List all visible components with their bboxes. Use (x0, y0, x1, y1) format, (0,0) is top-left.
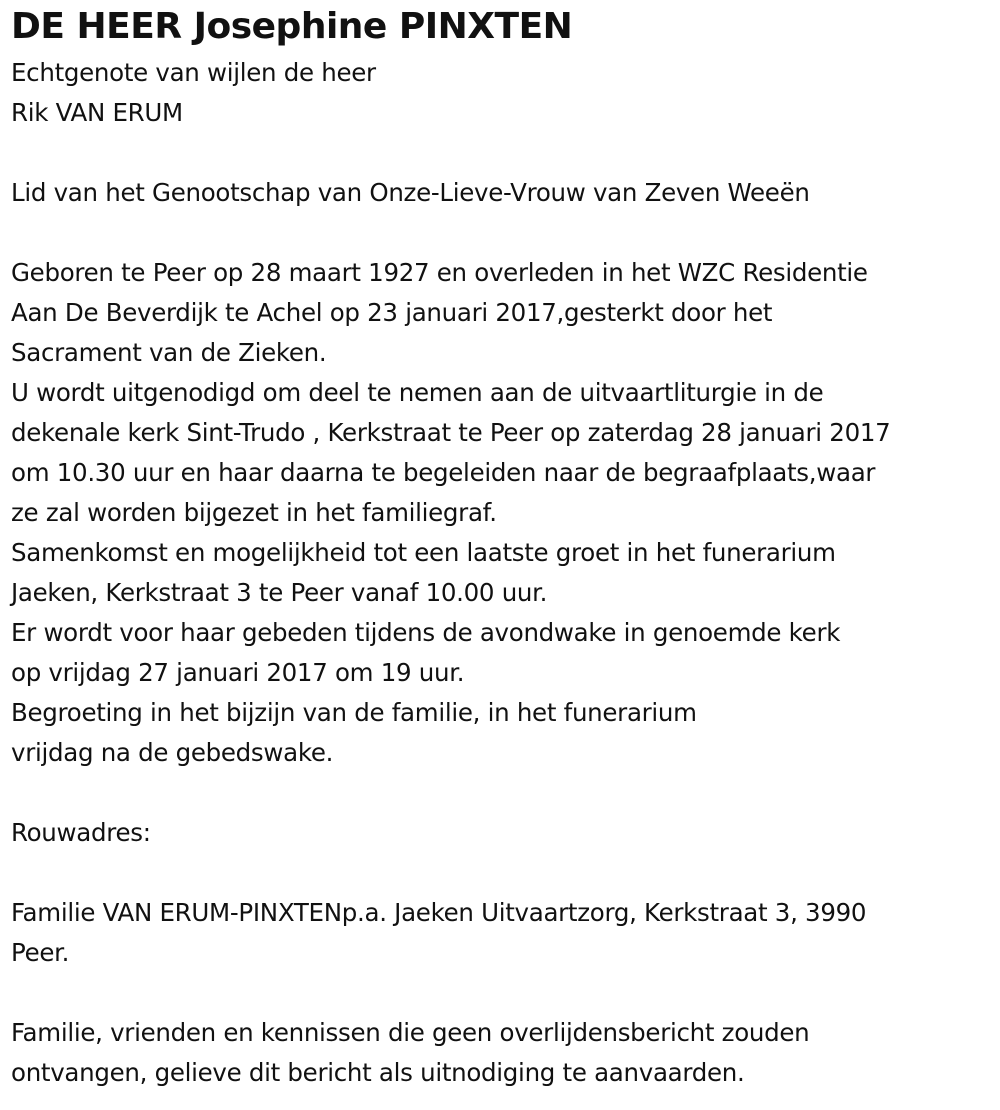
body-line: op vrijdag 27 januari 2017 om 19 uur. (11, 658, 465, 687)
membership-line: Lid van het Genootschap van Onze-Lieve-Vrouw van Zeven Weeën (11, 178, 810, 207)
body-line: ze zal worden bijgezet in het familiegraf. (11, 498, 497, 527)
spacer (11, 773, 996, 813)
body-line: vrijdag na de gebedswake. (11, 738, 334, 767)
body-line: dekenale kerk Sint-Trudo , Kerkstraat te Peer op zaterdag 28 januari 2017 (11, 418, 891, 447)
spacer (11, 973, 996, 1013)
body-line: U wordt uitgenodigd om deel te nemen aan de uitvaartliturgie in de (11, 378, 824, 407)
spacer (11, 133, 996, 173)
body-line: Begroeting in het bijzijn van de familie, in het funerarium (11, 698, 697, 727)
obituary-notice (11, 4, 996, 1093)
body-line: Geboren te Peer op 28 maart 1927 en overleden in het WZC Residentie (11, 258, 868, 287)
body-line: Er wordt voor haar gebeden tijdens de avondwake in genoemde kerk (11, 618, 841, 647)
closing-line: Familie, vrienden en kennissen die geen overlijdensbericht zouden (11, 1018, 810, 1047)
body-line: Sacrament van de Zieken. (11, 338, 327, 367)
body-line: Jaeken, Kerkstraat 3 te Peer vanaf 10.00 uur. (11, 578, 548, 607)
spacer (11, 853, 996, 893)
closing-line: ontvangen, gelieve dit bericht als uitnodiging te aanvaarden. (11, 1058, 745, 1087)
body-line: Aan De Beverdijk te Achel op 23 januari 2017,gesterkt door het (11, 298, 773, 327)
spacer (11, 213, 996, 253)
address-line: Peer. (11, 938, 70, 967)
body-line: Samenkomst en mogelijkheid tot een laatste groet in het funerarium (11, 538, 836, 567)
spouse-name-line: Rik VAN ERUM (11, 98, 183, 127)
spouse-line: Echtgenote van wijlen de heer (11, 58, 376, 87)
address-line: Familie VAN ERUM-PINXTENp.a. Jaeken Uitvaartzorg, Kerkstraat 3, 3990 (11, 898, 867, 927)
address-label: Rouwadres: (11, 818, 151, 847)
body-line: om 10.30 uur en haar daarna te begeleiden naar de begraafplaats,waar (11, 458, 876, 487)
deceased-name-heading: DE HEER Josephine PINXTEN (11, 6, 573, 47)
